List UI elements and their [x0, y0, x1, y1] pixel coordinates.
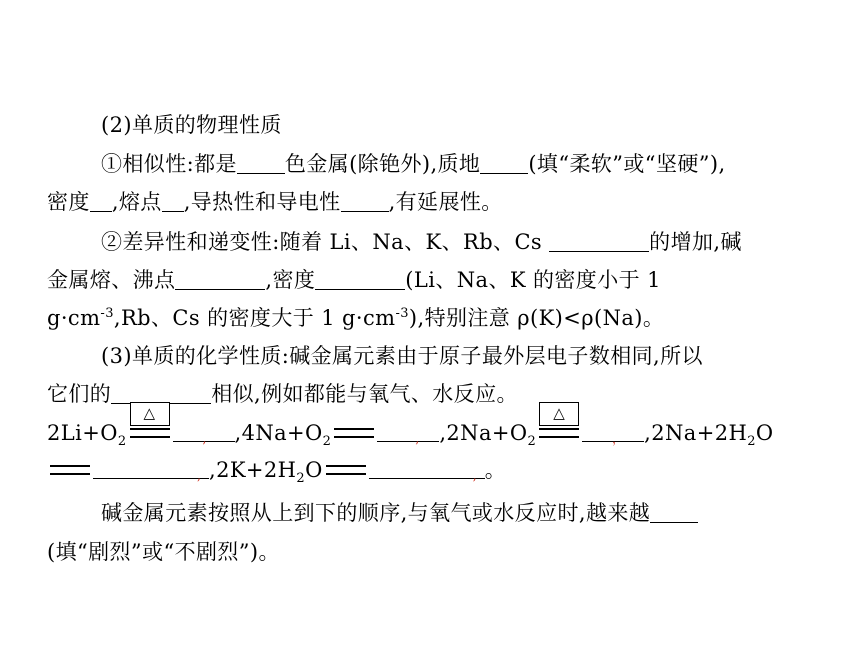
equals-sign: [332, 422, 376, 442]
line-difference: ②差异性和递变性:随着 Li、Na、K、Rb、Cs 的增加,碱: [101, 230, 742, 254]
blank-k-water-product[interactable]: ,: [369, 458, 485, 479]
section-heading-physical: (2)单质的物理性质: [101, 113, 282, 137]
line-similarity: ①相似性:都是 色金属(除铯外),质地 (填“柔软”或“坚硬”),: [101, 152, 726, 176]
blank-chemical-property[interactable]: [111, 383, 211, 404]
heat-equals-sign: [128, 404, 172, 442]
equals-sign: [324, 459, 368, 479]
blank-density-trend[interactable]: [315, 269, 405, 290]
blank-na-water-product[interactable]: ,: [93, 458, 209, 479]
line-reactivity: 碱金属元素按照从上到下的顺序,与氧气或水反应时,越来越: [101, 498, 698, 528]
equation-line-2: , $,2K+2H_2O$ , 。: [47, 455, 506, 485]
blank-color[interactable]: [237, 153, 285, 174]
line-density: 密度 ,熔点 ,导热性和导电性 ,有延展性。: [47, 190, 503, 214]
blank-li-product[interactable]: ,: [173, 421, 235, 442]
heat-equals-sign: [537, 404, 581, 442]
equals-sign: [48, 459, 92, 479]
line-density-note: $g\cdot cm^{-3},Rb$、Cs 的密度大于 1 $g\cdot cm^{-3}$),特别注意 ρ(K)<ρ(Na)。: [47, 306, 665, 330]
blank-melting-trend[interactable]: [175, 269, 265, 290]
equation-line-1: $2Li+O_2$ △ , $,4Na+O_2$ , $,2Na+O_2$ △ ， $,2Na+2H_2O$: [47, 404, 774, 450]
blank-trend-basis[interactable]: [549, 231, 649, 252]
blank-na-oxide[interactable]: ,: [377, 421, 439, 442]
blank-melting-point[interactable]: [162, 191, 184, 212]
blank-density[interactable]: [90, 191, 112, 212]
line-chemical-similarity: 它们的 相似,例如都能与氧气、水反应。: [47, 382, 518, 406]
blank-reactivity[interactable]: [650, 502, 698, 523]
heating-icon: △: [539, 402, 579, 426]
blank-texture[interactable]: [480, 153, 528, 174]
blank-conductivity[interactable]: [341, 191, 389, 212]
heating-icon: △: [130, 402, 170, 426]
blank-na-peroxide[interactable]: ，: [582, 421, 644, 442]
line-fill-hint: (填“剧烈”或“不剧烈”)。: [47, 540, 280, 564]
section-heading-chemical: (3)单质的化学性质:碱金属元素由于原子最外层电子数相同,所以: [101, 344, 703, 368]
line-melting-density: 金属熔、沸点 ,密度 (Li、Na、K 的密度小于 1: [47, 268, 661, 292]
